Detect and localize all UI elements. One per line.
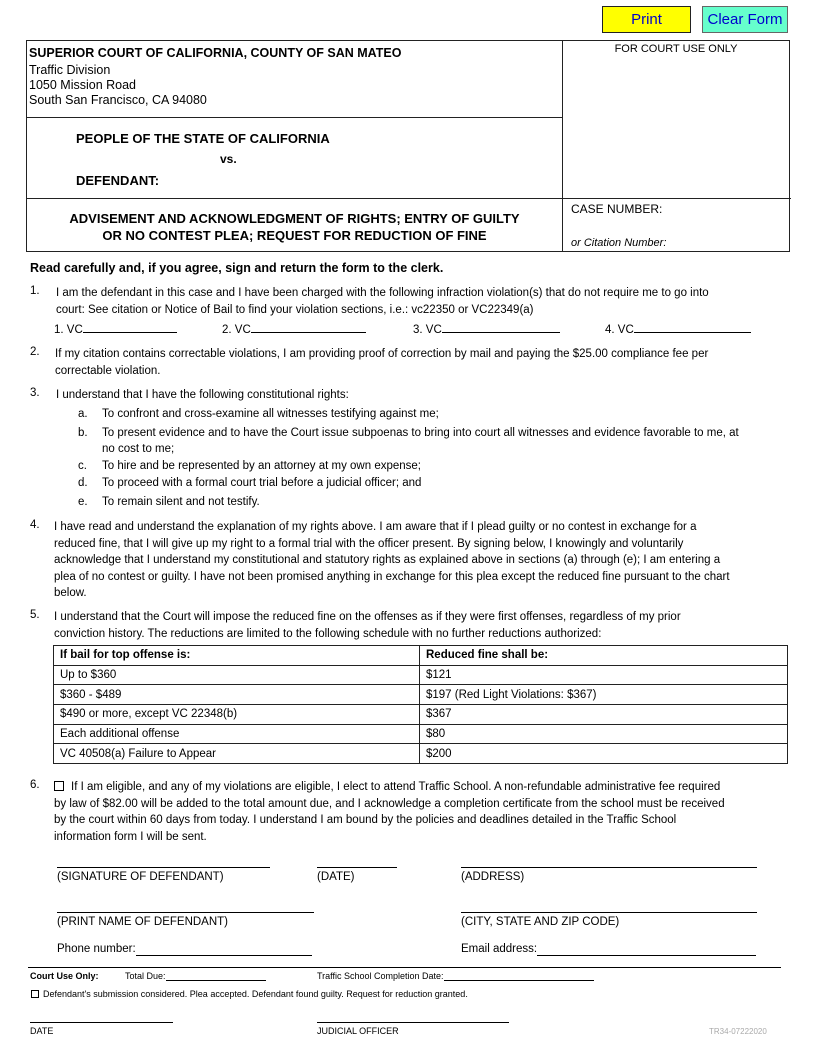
item-1-text bbox=[56, 285, 709, 318]
document-title bbox=[27, 210, 562, 244]
table-row: Up to $360 $121 bbox=[54, 665, 788, 685]
item-number: 6. bbox=[30, 779, 40, 791]
item-1-line-1: I am the defendant in this case and I have been charged with the following infraction violation(s) that do not require me to go into bbox=[56, 287, 709, 299]
fine-schedule-table bbox=[53, 645, 788, 764]
table-row: $490 or more, except VC 22348(b) $367 bbox=[54, 705, 788, 725]
item-2-text bbox=[55, 346, 708, 379]
title-line-1: ADVISEMENT AND ACKNOWLEDGMENT OF RIGHTS; ENTRY OF GUILTY bbox=[69, 211, 520, 226]
traffic-school-date-field[interactable]: Traffic School Completion Date: bbox=[317, 971, 594, 981]
judicial-officer-line[interactable] bbox=[317, 1022, 509, 1023]
vc-label-3: 3. VC bbox=[413, 324, 442, 336]
item-4-text: I have read and understand the explanation of my rights above. I am aware that if I plead guilty or no contest in exchange for a reduced fine, that I will give up my right to a formal trial with the officer present. By signing below, I knowingly and voluntarily acknowledge that I understand my constitutional and statutory rights as explained above in sections (a) through (e); I am entering a plea of no contest or guilty. I have not been promised anything in exchange for this plea except the reduced fine pursuant to the chart below. bbox=[54, 521, 730, 599]
title-line-2: OR NO CONTEST PLEA; REQUEST FOR REDUCTION OF FINE bbox=[102, 228, 487, 243]
phone-label: Phone number: bbox=[57, 943, 136, 955]
signature-label: (SIGNATURE OF DEFENDANT) bbox=[57, 871, 224, 883]
item-1-line-2: court: See citation or Notice of Bail to find your violation sections, i.e.: vc22350 or VC22349(a) bbox=[56, 303, 534, 316]
email-label: Email address: bbox=[461, 943, 538, 955]
vc-field-2[interactable] bbox=[222, 321, 366, 339]
address-label: (ADDRESS) bbox=[461, 871, 525, 883]
date-line[interactable] bbox=[317, 867, 397, 868]
print-name-label: (PRINT NAME OF DEFENDANT) bbox=[57, 916, 229, 928]
court-street: 1050 Mission Road bbox=[29, 78, 137, 92]
court-name: SUPERIOR COURT OF CALIFORNIA, COUNTY OF SAN MATEO bbox=[29, 46, 402, 60]
rights-list bbox=[78, 406, 788, 510]
court-use-label: Court Use Only: bbox=[30, 971, 99, 981]
address-line[interactable] bbox=[461, 867, 757, 868]
item-2-line-2: correctable violation. bbox=[55, 364, 161, 377]
table-header-row bbox=[54, 646, 788, 666]
right-item: b. To present evidence and to have the Court issue subpoenas to bring into court all witnesses and evidence favorable to me, at bbox=[78, 426, 739, 439]
city-state-zip-line[interactable] bbox=[461, 912, 757, 913]
vs-label: vs. bbox=[220, 152, 237, 166]
date-label: (DATE) bbox=[317, 871, 355, 883]
form-code: TR34-07222020 bbox=[709, 1027, 767, 1036]
vc-label-4: 4. VC bbox=[605, 324, 634, 336]
submission-checkbox[interactable] bbox=[31, 990, 39, 998]
right-item: d. To proceed with a formal court trial before a judicial officer; and bbox=[78, 477, 422, 489]
vc-label-1: 1. VC bbox=[54, 324, 83, 336]
citation-number-field[interactable]: or Citation Number: bbox=[571, 237, 667, 249]
column-header: Reduced fine shall be: bbox=[420, 646, 788, 666]
instructions: Read carefully and, if you agree, sign and return the form to the clerk. bbox=[30, 261, 444, 275]
right-item: a. To confront and cross-examine all witnesses testifying against me; bbox=[78, 408, 439, 420]
case-number-field[interactable]: CASE NUMBER: bbox=[571, 202, 663, 216]
table-row: $360 - $489 $197 (Red Light Violations: $367) bbox=[54, 685, 788, 705]
defendant-label[interactable]: DEFENDANT: bbox=[76, 173, 160, 188]
right-item: c. To hire and be represented by an attorney at my own expense; bbox=[78, 459, 422, 472]
court-division: Traffic Division bbox=[29, 63, 111, 77]
people-label: PEOPLE OF THE STATE OF CALIFORNIA bbox=[76, 131, 330, 146]
divider bbox=[28, 967, 781, 968]
item-number: 1. bbox=[30, 285, 40, 297]
table-row: Each additional offense $80 bbox=[54, 724, 788, 744]
vc-label-2: 2. VC bbox=[222, 324, 251, 336]
item-number: 3. bbox=[30, 387, 40, 399]
signature-line[interactable] bbox=[57, 867, 270, 868]
submission-text: Defendant's submission considered. Plea accepted. Defendant found guilty. Request for reduction granted. bbox=[43, 989, 468, 999]
item-number: 5. bbox=[30, 609, 40, 621]
court-date-label: DATE bbox=[30, 1026, 54, 1036]
court-use-only-label: FOR COURT USE ONLY bbox=[614, 43, 738, 55]
judicial-officer-label: JUDICIAL OFFICER bbox=[317, 1026, 399, 1036]
vc-field-4[interactable] bbox=[605, 321, 751, 339]
print-name-line[interactable] bbox=[57, 912, 314, 913]
table-row: VC 40508(a) Failure to Appear $200 bbox=[54, 744, 788, 764]
court-city: South San Francisco, CA 94080 bbox=[29, 93, 207, 107]
city-state-zip-label: (CITY, STATE AND ZIP CODE) bbox=[461, 916, 620, 928]
item-6-text: If I am eligible, and any of my violations are eligible, I elect to attend Traffic School. A non-refundable administrative fee required by law of $82.00 will be added to the total amount due, and I acknowledge a completion certificate from the school must be received by the court within 60 days from today. I understand I am bound by the policies and deadlines detailed in the Traffic School information form I will be sent. bbox=[54, 781, 725, 843]
item-number: 4. bbox=[30, 519, 40, 531]
court-date-line[interactable] bbox=[30, 1022, 173, 1023]
caption-box bbox=[26, 40, 790, 252]
total-due-field[interactable]: Total Due: bbox=[125, 971, 266, 981]
column-header: If bail for top offense is: bbox=[54, 646, 420, 666]
clear-form-button[interactable]: Clear Form bbox=[702, 6, 788, 33]
phone-field[interactable] bbox=[57, 943, 312, 956]
item-number: 2. bbox=[30, 346, 40, 358]
right-item: e. To remain silent and not testify. bbox=[78, 495, 260, 508]
item-2-line-1: If my citation contains correctable violations, I am providing proof of correction by mail and paying the $25.00 compliance fee per bbox=[55, 348, 709, 360]
item-3-text: I understand that I have the following constitutional rights: bbox=[56, 389, 349, 401]
vc-field-1[interactable] bbox=[54, 321, 177, 339]
item-5-text: I understand that the Court will impose the reduced fine on the offenses as if they were first offenses, regardless of my prior conviction history. The reductions are limited to the following schedule with no further reductions authorized: bbox=[54, 611, 681, 640]
vc-field-3[interactable] bbox=[413, 321, 560, 339]
print-button[interactable]: Print bbox=[602, 6, 691, 33]
right-item: no cost to me; bbox=[102, 443, 175, 455]
email-field[interactable] bbox=[461, 943, 756, 956]
